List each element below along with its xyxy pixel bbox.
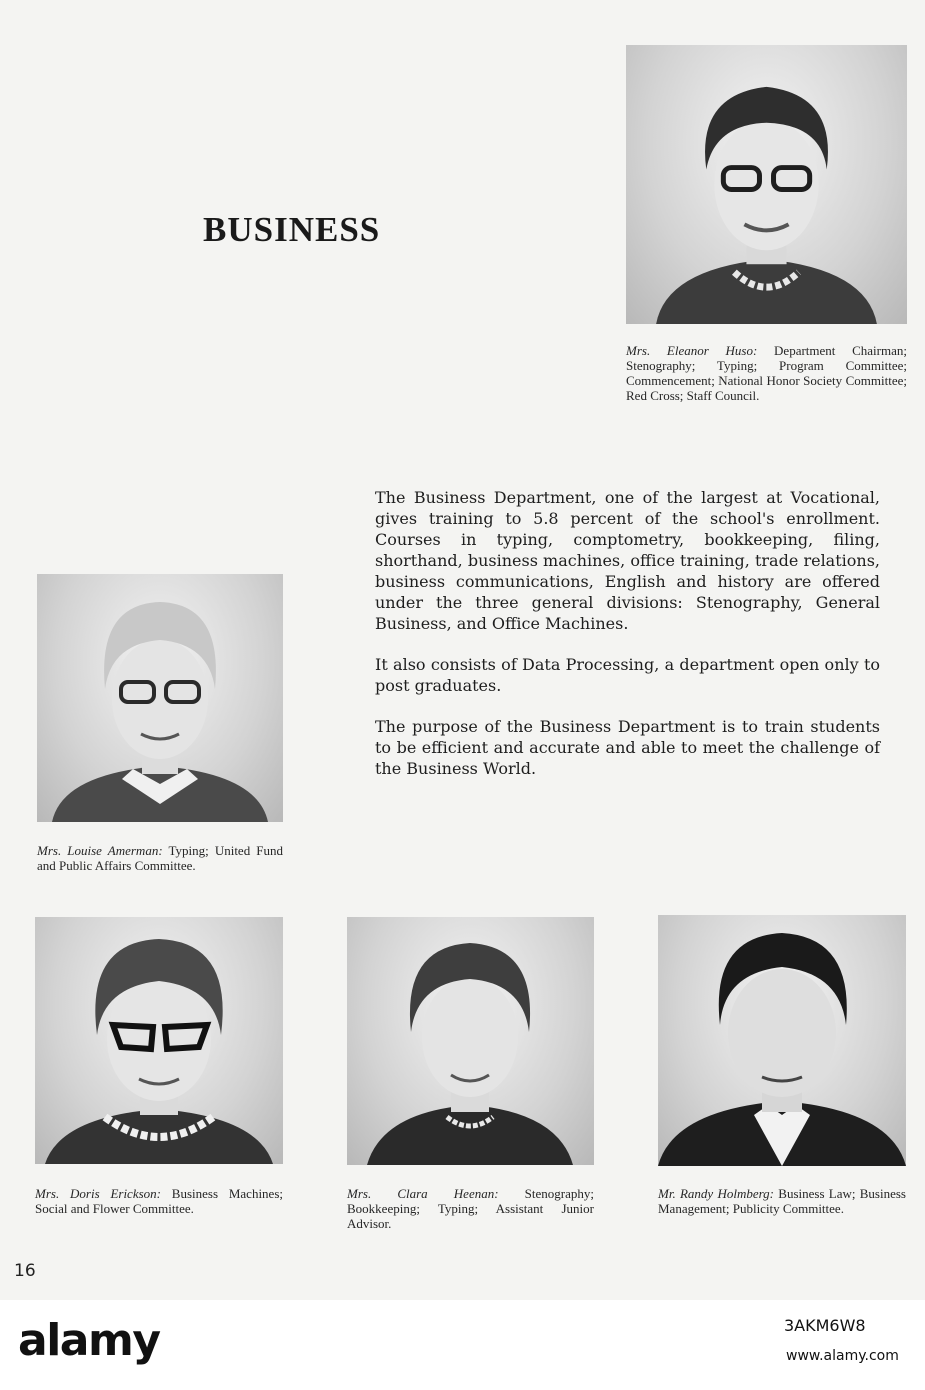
caption-clara-heenan	[347, 1186, 594, 1231]
staff-duties: Business Machines; Social and Flower Committee.	[35, 1186, 283, 1216]
portrait-doris-erickson	[35, 917, 283, 1164]
staff-name: Mrs. Eleanor Huso:	[626, 343, 758, 358]
image-id: 3AKM6W8	[784, 1316, 866, 1335]
caption-randy-holmberg	[658, 1186, 906, 1216]
staff-duties: Business Law; Business Management; Publicity Committee.	[658, 1186, 906, 1216]
staff-duties: Stenography; Bookkeeping; Typing; Assistant Junior Advisor.	[347, 1186, 594, 1231]
description-paragraph: The Business Department, one of the largest at Vocational, gives training to 5.8 percent of the school's enrollment. Courses in typing, comptometry, bookkeeping, filing, shorthand, business machines, office training, trade relations, business communications, English and history are offered under the three general divisions: Stenography, General Business, and Office Machines.	[375, 488, 880, 633]
page-number: 16	[14, 1261, 36, 1281]
department-description	[375, 487, 880, 799]
brand-logo: alamy	[18, 1315, 160, 1366]
staff-duties: Typing; United Fund and Public Affairs Committee.	[37, 843, 283, 873]
page-title: BUSINESS	[203, 210, 381, 249]
caption-louise-amerman	[37, 843, 283, 873]
staff-name: Mrs. Clara Heenan:	[347, 1186, 499, 1201]
portrait-randy-holmberg	[658, 915, 906, 1166]
staff-name: Mrs. Doris Erickson:	[35, 1186, 161, 1201]
staff-name: Mr. Randy Holmberg:	[658, 1186, 775, 1201]
caption-eleanor-huso	[626, 343, 907, 403]
staff-name: Mrs. Louise Amerman:	[37, 843, 163, 858]
description-paragraph: It also consists of Data Processing, a department open only to post graduates.	[375, 655, 880, 695]
site-url: www.alamy.com	[786, 1348, 899, 1364]
staff-duties: Department Chairman; Stenography; Typing; Program Committee; Commencement; National Honor Society Committee; Red Cross; Staff Council.	[626, 343, 907, 403]
portrait-louise-amerman	[37, 574, 283, 822]
caption-doris-erickson	[35, 1186, 283, 1216]
description-paragraph: The purpose of the Business Department is to train students to be efficient and accurate and able to meet the challenge of the Business World.	[375, 717, 880, 778]
portrait-clara-heenan	[347, 917, 594, 1165]
portrait-eleanor-huso	[626, 45, 907, 324]
